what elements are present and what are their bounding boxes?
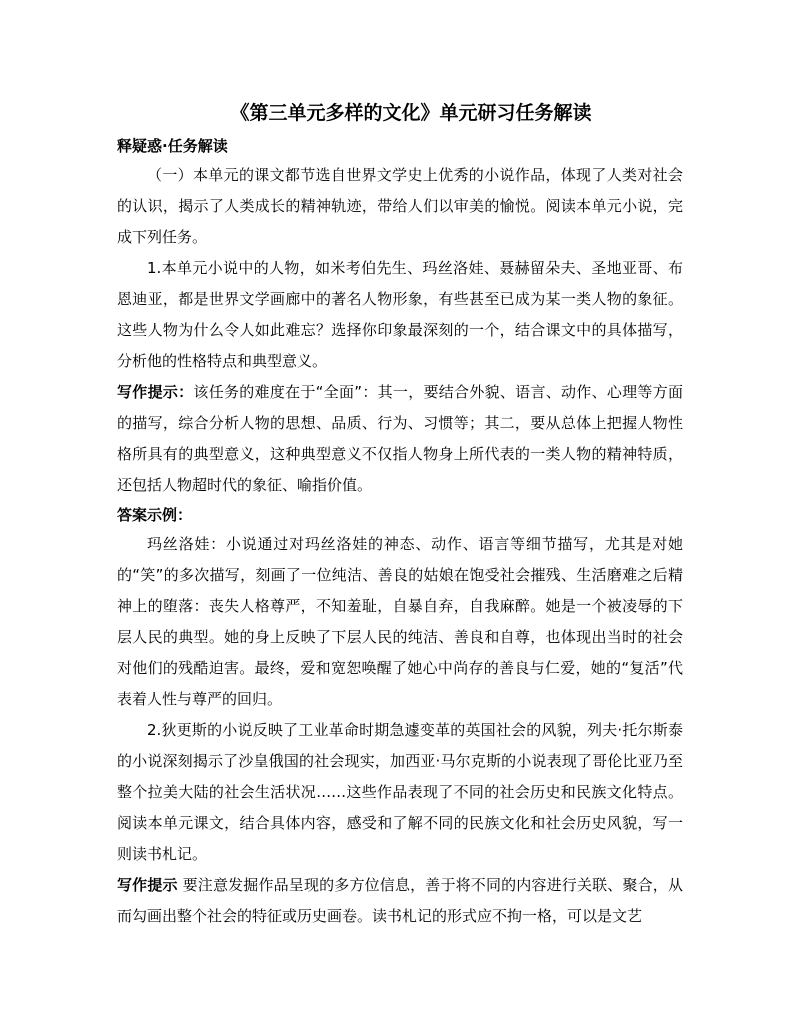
- task-1-paragraph: 1.本单元小说中的人物，如米考伯先生、玛丝洛娃、聂赫留朵夫、圣地亚哥、布恩迪亚，都是世界文学画廊中的著名人物形象，有些甚至已成为某一类人物的象征。这些人物为什么令人如此难忘？选择你印象最深刻的一个，结合课文中的具体描写，分析他的性格特点和典型意义。: [117, 259, 683, 370]
- document-title: 《第三单元多样的文化》单元研习任务解读: [230, 102, 592, 124]
- intro-paragraph: （一）本单元的课文都节选自世界文学史上优秀的小说作品，体现了人类对社会的认识，揭示了人类成长的精神轨迹，带给人们以审美的愉悦。阅读本单元小说，完成下列任务。: [117, 166, 683, 246]
- task-2-paragraph: 2.狄更斯的小说反映了工业革命时期急遽变革的英国社会的风貌，列夫·托尔斯泰的小说深刻揭示了沙皇俄国的社会现实，加西亚·马尔克斯的小说表现了哥伦比亚乃至整个拉美大陆的社会生活状况……这些作品表现了不同的社会历史和民族文化特点。阅读本单元课文，结合具体内容，感受和了解不同的民族文化和社会历史风貌，写一则读书札记。: [117, 721, 683, 863]
- writing-hint-2-paragraph: [117, 870, 683, 932]
- writing-hint-1-paragraph: [117, 377, 683, 501]
- writing-hint-2-label: 写作提示: [117, 876, 178, 894]
- document-page: [117, 98, 683, 932]
- section-heading: 释疑惑·任务解读: [117, 137, 228, 155]
- answer-example-paragraph: 玛丝洛娃：小说通过对玛丝洛娃的神态、动作、语言等细节描写，尤其是对她的“笑”的多次描写，刻画了一位纯洁、善良的姑娘在饱受社会摧残、生活磨难之后精神上的堕落：丧失人格尊严，不知羞耻，自暴自弃，自我麻醉。她是一个被凌辱的下层人民的典型。她的身上反映了下层人民的纯洁、善良和自尊，也体现出当时的社会对他们的残酷迫害。最终，爱和宽恕唤醒了她心中尚存的善良与仁爱，她的“复活”代表着人性与尊严的回归。: [117, 535, 683, 708]
- writing-hint-1-label: 写作提示：: [117, 383, 194, 401]
- answer-example-label: 答案示例：: [117, 506, 193, 524]
- writing-hint-1-text: 该任务的难度在于“全面”：其一，要结合外貌、语言、动作、心理等方面的描写，综合分析人物的思想、品质、行为、习惯等；其二，要从总体上把握人物性格所具有的典型意义，这种典型意义不仅指人物身上所代表的一类人物的精神特质，还包括人物超时代的象征、喻指价值。: [117, 383, 683, 494]
- writing-hint-2-text: 要注意发掘作品呈现的多方位信息，善于将不同的内容进行关联、聚合，从而勾画出整个社会的特征或历史画卷。读书札记的形式应不拘一格，可以是文艺: [117, 876, 683, 925]
